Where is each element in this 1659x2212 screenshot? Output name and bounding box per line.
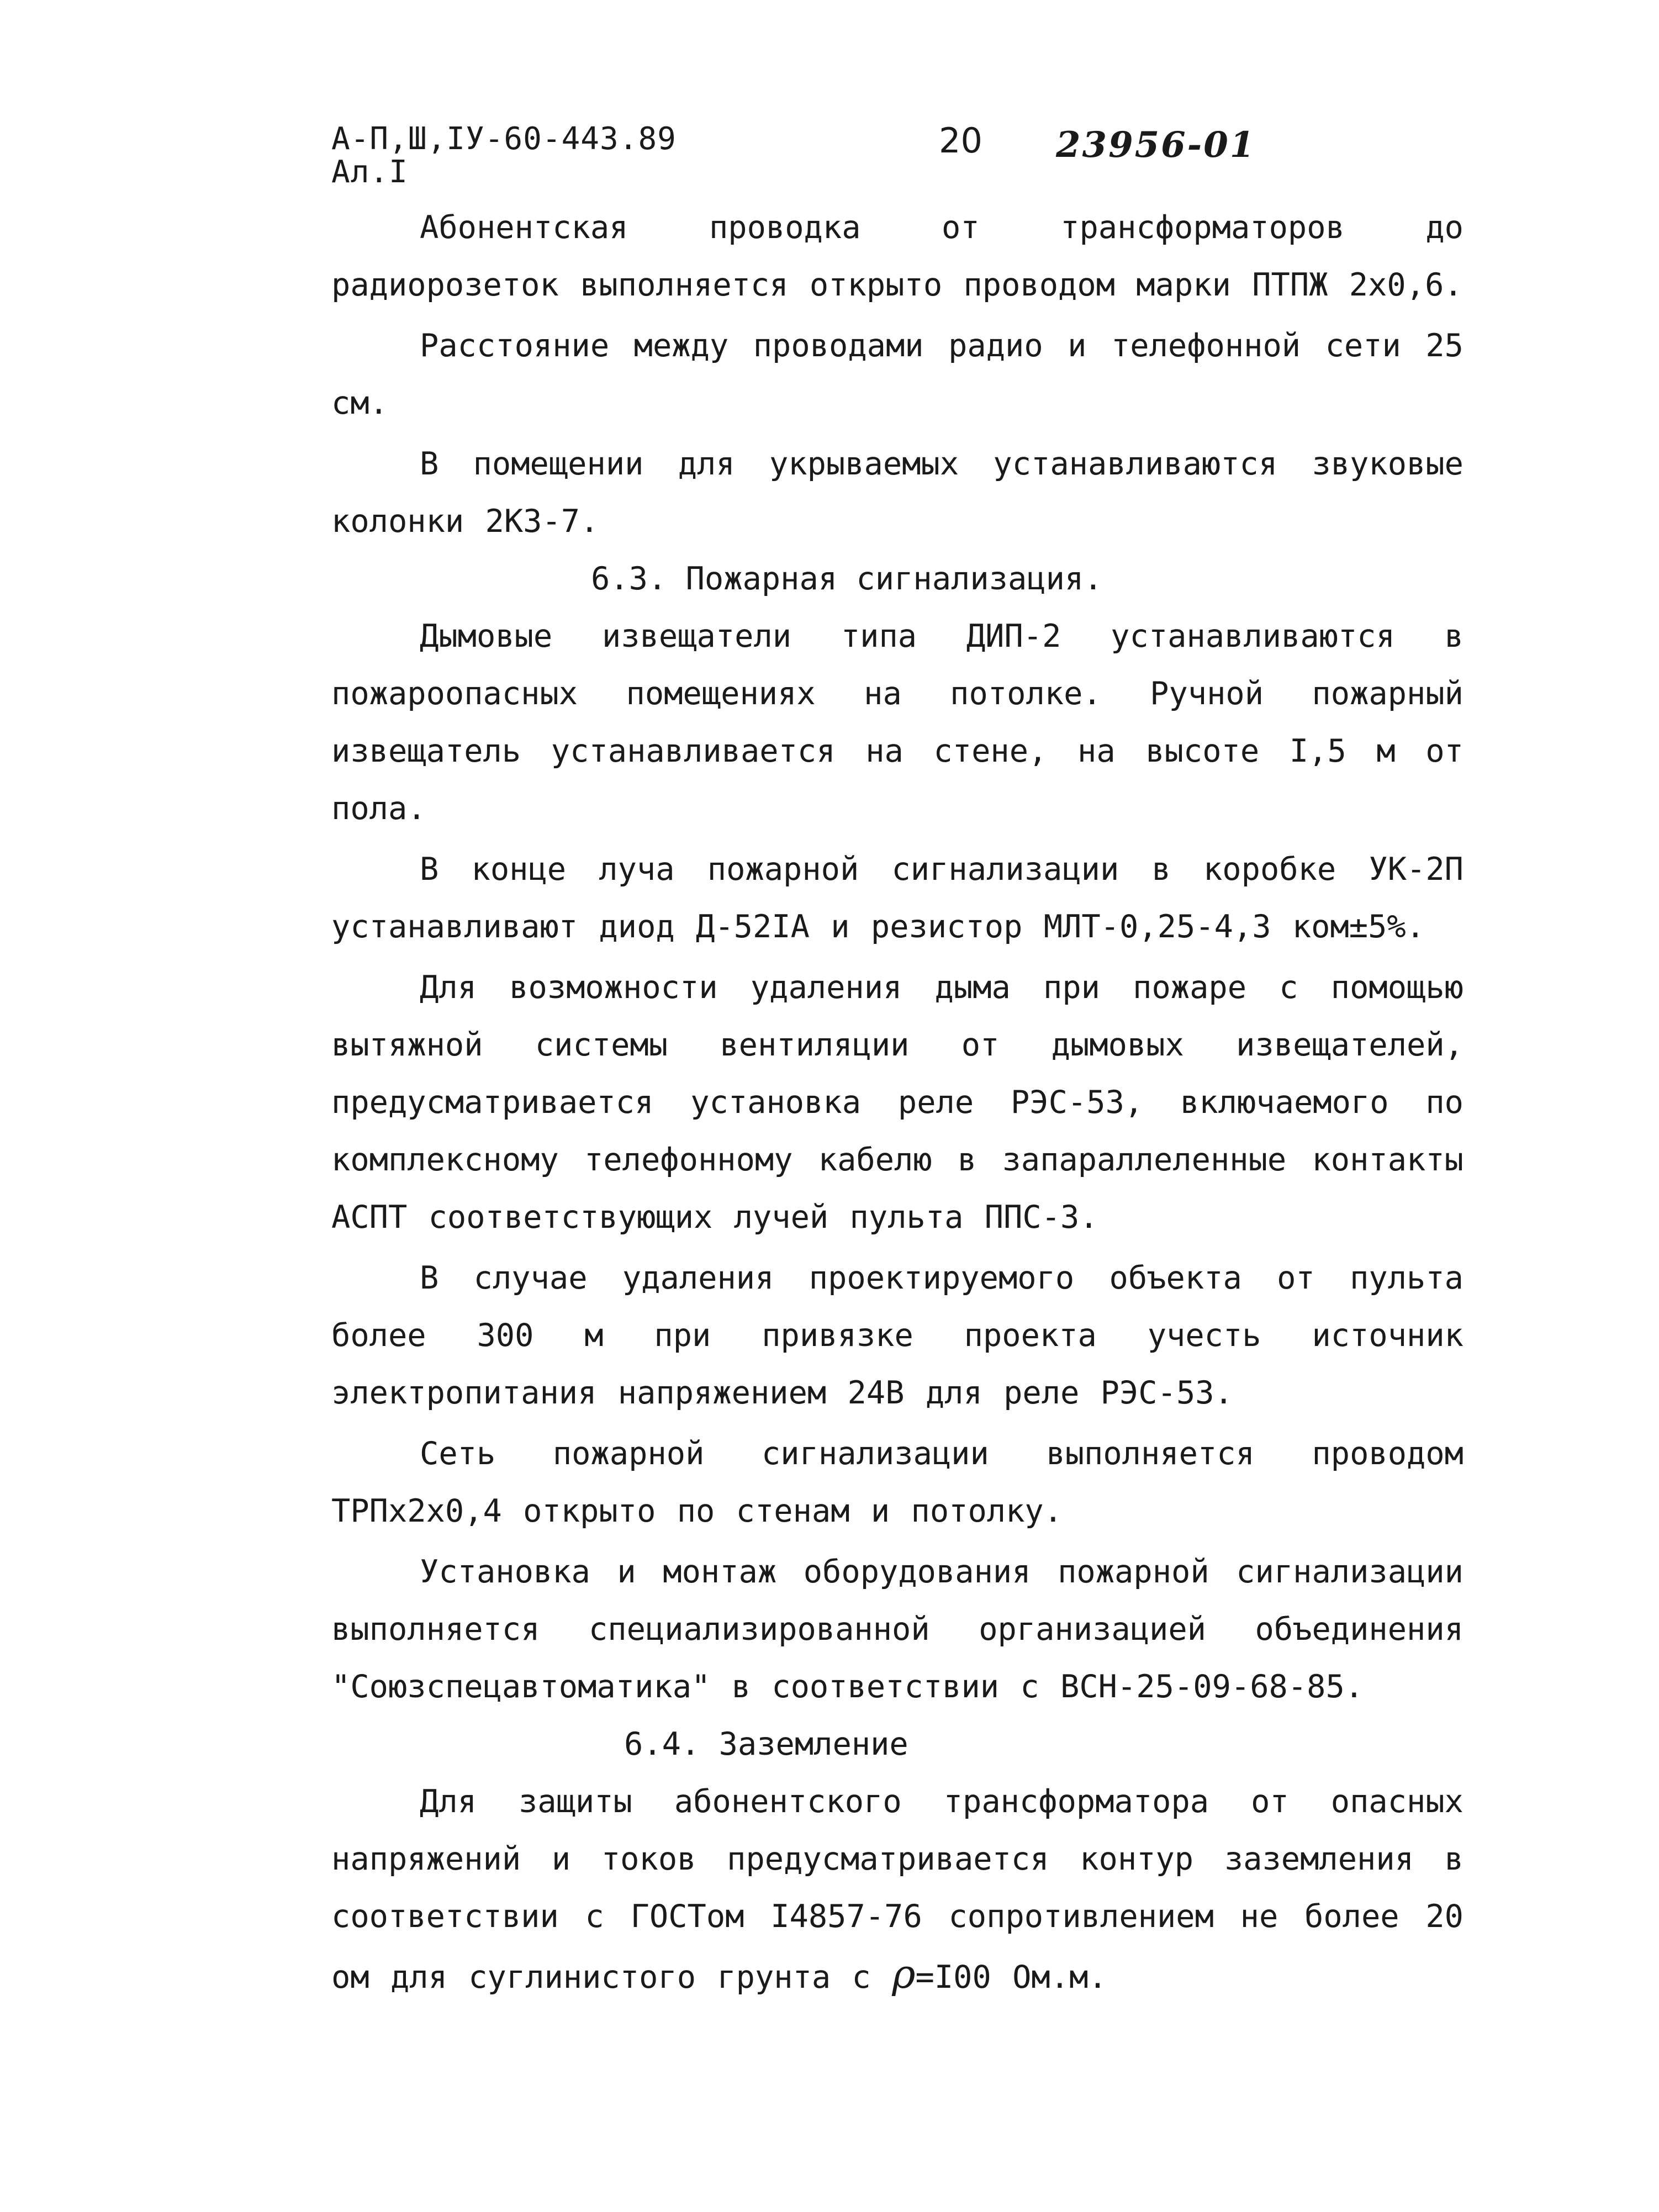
paragraph: Установка и монтаж оборудования пожарной сигнализации выполняется специализированной организацией объединения "Союзспецавтоматика" в соответствии с ВСН-25-09-68-85.: [331, 1554, 1463, 1705]
paragraph: В конце луча пожарной сигнализации в коробке УК-2П устанавливают диод Д-52IА и резистор МЛТ-0,25-4,3 ком±5%.: [331, 851, 1463, 945]
paragraph: Для возможности удаления дыма при пожаре с помощью вытяжной системы вентиляции от дымовых извещателей, предусматривается установка реле РЭС-53, включаемого по комплексному телефонному кабелю в запараллеленные контакты АСПТ соответствующих лучей пульта ППС-3.: [331, 969, 1463, 1236]
document-code-line2: Ал.I: [331, 154, 408, 190]
paragraph: В помещении для укрываемых устанавливаются звуковые колонки 2КЗ-7.: [331, 446, 1463, 540]
paragraph-text: Для защиты абонентского трансформатора от опасных напряжений и токов предусматривается контур заземления в соответствии с ГОСТом I4857-76 сопротивлением не более 20 ом для суглинистого грунта с: [331, 1783, 1463, 1995]
paragraph: Абонентская проводка от трансформаторов до радиорозеток выполняется открыто проводом марки ПТПЖ 2х0,6.: [331, 209, 1463, 303]
section-heading: 6.3. Пожарная сигнализация.: [591, 561, 1103, 597]
document-code: [331, 123, 677, 189]
paragraph-tail: =I00 Ом.м.: [915, 1959, 1107, 1995]
page-number: 20: [939, 120, 982, 161]
section-heading: 6.4. Заземление: [624, 1726, 908, 1762]
document-number: 23956-01: [1056, 124, 1256, 166]
paragraph: Сеть пожарной сигнализации выполняется проводом ТРПх2х0,4 открыто по стенам и потолку.: [331, 1435, 1463, 1529]
paragraph: В случае удаления проектируемого объекта от пульта более 300 м при привязке проекта учесть источник электропитания напряжением 24В для реле РЭС-53.: [331, 1260, 1463, 1411]
paragraph: Дымовые извещатели типа ДИП-2 устанавливаются в пожароопасных помещениях на потолке. Ручной пожарный извещатель устанавливается на стене, на высоте I,5 м от пола.: [331, 618, 1463, 827]
paragraph: Расстояние между проводами радио и телефонной сети 25 см.: [331, 328, 1463, 421]
document-body: [331, 199, 1463, 2006]
document-code-line1: А-П,Ш,IУ-60-443.89: [331, 121, 677, 157]
rho-symbol: ρ: [892, 1951, 916, 1997]
paragraph: [331, 1773, 1463, 2006]
